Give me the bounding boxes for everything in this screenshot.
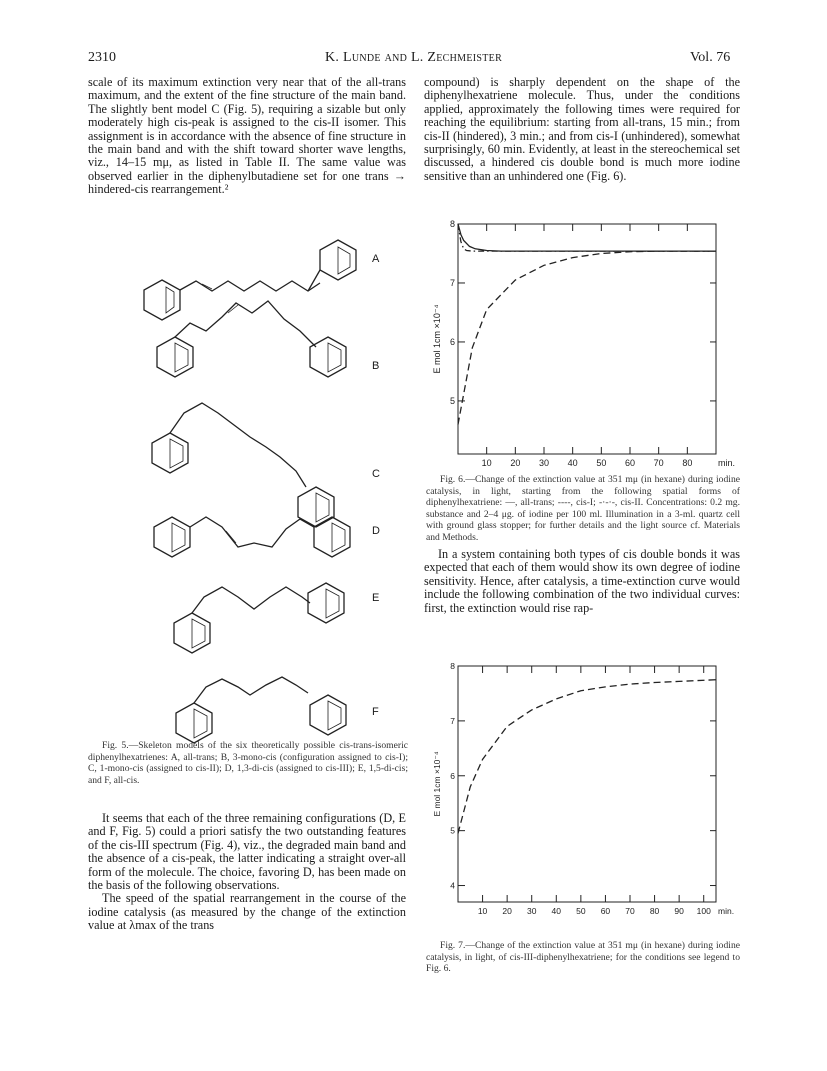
fig6-caption — [426, 474, 740, 544]
structure-label-f: F — [372, 706, 379, 718]
paragraph: compound) is sharply dependent on the shape of the diphenylhexatriene molecule. Thus, under the conditions applied, approximately the following times were required for reaching the equilibrium: starting from all-trans, 15 min.; from cis-II (hindered), 3 min.; and from cis-I (unhindered), somewhat surprisingly, 60 min. Evidently, at least in the stereochemical set discussed, a hindered cis double bond is much more iodine sensitive than an unhindered one (Fig. 6). — [424, 75, 740, 183]
fig5-structures — [110, 225, 410, 745]
plot-frame — [458, 666, 716, 902]
y-tick-label: 7 — [450, 715, 455, 726]
x-axis-label: min. — [718, 906, 735, 916]
x-tick-label: 10 — [477, 906, 488, 916]
series-cis-ii — [458, 224, 716, 251]
structure-label-c: C — [372, 468, 380, 480]
y-tick-label: 6 — [450, 770, 455, 781]
y-tick-label: 8 — [450, 661, 455, 671]
structure-e — [174, 583, 344, 653]
y-tick-label: 6 — [449, 336, 455, 347]
paragraph: In a system containing both types of cis double bonds it was expected that each of them would show its own degree of iodine sensitivity. Hence, after catalysis, a time-extinction curve would include the following combination of the two individual curves: first, the extinction would rise rap- — [424, 547, 740, 615]
running-head-authors: K. Lunde and L. Zechmeister — [324, 50, 503, 65]
structure-label-a: A — [372, 253, 380, 265]
structure-c — [152, 403, 334, 527]
y-tick-label: 8 — [449, 219, 455, 229]
left-column-text-top — [88, 76, 406, 197]
volume-number: Vol. 76 — [690, 50, 731, 65]
fig7-caption — [426, 940, 740, 975]
fig6-chart — [424, 218, 736, 470]
x-tick-label: 70 — [653, 458, 664, 468]
caption-text: Fig. 6.—Change of the extinction value at 351 mμ (in hexane) during iodine catalysis, in light, starting from the following spatial forms of diphenylhexatriene: —, all-trans; ----, cis-I; -·-·-, cis-II. Concentrations: 0.2 mg. substance and 2–4 μg. of iodine per 100 ml. Illumination in a 3-ml. quartz cell with ground glass stopper; for further details and the light source cf. Materials and Methods. — [426, 474, 740, 543]
structure-label-b: B — [372, 360, 380, 372]
x-tick-label: 40 — [567, 458, 578, 468]
structure-label-d: D — [372, 525, 380, 537]
x-tick-label: 30 — [526, 906, 537, 916]
series-cis-iii — [458, 680, 716, 834]
paragraph: scale of its maximum extinction very near that of the all-trans maximum, and the extent of the fine structure of the main band. The slightly bent model C (Fig. 5), requiring a sizable but only moderately high cis-peak is assigned to the cis-II isomer. This assignment is in accordance with the absence of fine structure in the main band and with the shift toward shorter wave lengths, viz., 14–15 mμ, as listed in Table II. The same value was observed earlier in the diphenylbutadiene set for one trans → hindered-cis rearrangement.² — [88, 75, 406, 197]
x-axis-label: min. — [718, 458, 736, 468]
x-tick-label: 20 — [502, 906, 512, 916]
x-tick-label: 40 — [551, 906, 562, 916]
structure-b — [157, 301, 346, 377]
series-cis-i — [458, 251, 716, 424]
x-tick-label: 50 — [576, 906, 586, 916]
y-tick-label: 5 — [449, 395, 455, 406]
fig5-caption — [88, 740, 408, 786]
structure-d — [154, 517, 350, 557]
right-column-text-mid — [424, 548, 740, 615]
x-tick-label: 50 — [596, 458, 607, 468]
paragraph: The speed of the spatial rearrangement in the course of the iodine catalysis (as measured by the change of the extinction value at λmax of the trans — [88, 891, 406, 933]
x-tick-label: 60 — [624, 458, 636, 468]
y-axis-label: E mol 1cm ×10⁻⁴ — [432, 751, 442, 817]
y-tick-label: 5 — [450, 825, 455, 836]
x-tick-label: 90 — [674, 906, 684, 916]
y-axis-label: E mol 1cm ×10⁻⁴ — [432, 304, 442, 374]
y-tick-label: 7 — [449, 277, 455, 288]
x-tick-label: 80 — [682, 458, 693, 468]
structure-label-e: E — [372, 592, 380, 604]
paragraph: It seems that each of the three remaining configurations (D, E and F, Fig. 5) could a priori satisfy the two outstanding features of the cis-III spectrum (Fig. 4), viz., the degraded main band and the absence of a cis-peak, the latter indicating a straight over-all form of the molecule. The choice, favoring D, has been made on the basis of the following observations. — [88, 811, 406, 893]
x-tick-label: 60 — [600, 906, 611, 916]
left-column-text-bottom — [88, 812, 406, 933]
x-tick-label: 10 — [481, 458, 492, 468]
caption-text: Fig. 7.—Change of the extinction value at 351 mμ (in hexane) during iodine catalysis, in light, of cis-III-diphenylhexatriene; for the conditions see legend to Fig. 6. — [426, 940, 740, 975]
x-tick-label: 20 — [510, 458, 521, 468]
structure-a — [144, 240, 356, 320]
fig7-chart — [424, 660, 735, 916]
y-tick-label: 4 — [450, 880, 455, 891]
structure-f — [176, 677, 346, 743]
x-tick-label: 70 — [625, 906, 635, 916]
x-tick-label: 80 — [649, 906, 660, 916]
x-tick-label: 30 — [538, 458, 550, 468]
x-tick-label: 100 — [696, 906, 711, 916]
caption-text: Fig. 5.—Skeleton models of the six theoretically possible cis-trans-isomeric diphenylhexatrienes: A, all-trans; B, 3-mono-cis (configuration assigned to cis-I); C, 1-mono-cis (assigned to cis-II); D, 1,3-di-cis (assigned to cis-III); E, 1,5-di-cis; and F, all-cis. — [88, 740, 408, 786]
page-number: 2310 — [88, 50, 116, 65]
series-all-trans — [458, 224, 716, 251]
plot-frame — [458, 224, 716, 454]
right-column-text-top — [424, 76, 740, 183]
